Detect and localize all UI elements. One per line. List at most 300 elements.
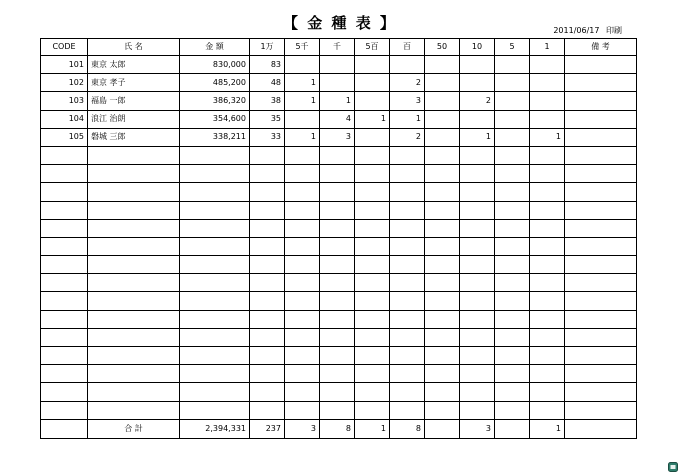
empty-cell [425,183,460,201]
cell-1000: 4 [320,110,355,128]
empty-cell [320,292,355,310]
empty-cell [565,256,637,274]
cell-1 [530,92,565,110]
cell-name: 東京 太郎 [88,56,180,74]
empty-cell [41,237,88,255]
empty-cell [250,165,285,183]
empty-cell [250,347,285,365]
cell-50 [425,74,460,92]
empty-cell [565,383,637,401]
cell-1 [530,74,565,92]
empty-cell [355,328,390,346]
empty-cell [88,256,180,274]
cell-5 [495,74,530,92]
empty-cell [320,165,355,183]
empty-cell [495,347,530,365]
empty-cell [285,347,320,365]
empty-cell [460,292,495,310]
empty-cell [390,365,425,383]
cell-code: 104 [41,110,88,128]
empty-cell [180,219,250,237]
empty-cell [88,183,180,201]
empty-cell [250,274,285,292]
empty-cell [425,401,460,419]
cell-100: 1 [390,110,425,128]
cell-10000: 83 [250,56,285,74]
total-note [565,419,637,438]
empty-cell [41,183,88,201]
empty-cell [320,383,355,401]
empty-cell [41,328,88,346]
empty-cell [180,237,250,255]
empty-cell [460,237,495,255]
empty-cell [425,165,460,183]
cell-500 [355,128,390,146]
cell-100: 2 [390,74,425,92]
empty-cell [390,201,425,219]
empty-cell [250,292,285,310]
empty-cell [41,310,88,328]
empty-row [41,183,637,201]
cell-500 [355,92,390,110]
empty-cell [460,183,495,201]
empty-row [41,274,637,292]
empty-cell [88,274,180,292]
empty-cell [285,383,320,401]
empty-cell [41,165,88,183]
cell-code: 101 [41,56,88,74]
empty-cell [320,328,355,346]
empty-cell [425,237,460,255]
empty-cell [390,219,425,237]
empty-cell [180,183,250,201]
empty-cell [530,237,565,255]
cell-500 [355,56,390,74]
empty-cell [355,256,390,274]
cell-5000: 1 [285,92,320,110]
empty-cell [495,165,530,183]
empty-cell [88,201,180,219]
empty-cell [425,219,460,237]
empty-cell [88,328,180,346]
empty-cell [41,146,88,164]
print-date-line [549,25,622,36]
empty-cell [495,146,530,164]
empty-cell [41,347,88,365]
empty-cell [390,401,425,419]
empty-cell [180,165,250,183]
empty-cell [88,347,180,365]
empty-cell [250,328,285,346]
cell-amount: 386,320 [180,92,250,110]
col-header-5000: 5千 [285,39,320,56]
empty-cell [285,219,320,237]
cell-1000 [320,74,355,92]
empty-cell [530,347,565,365]
empty-cell [390,183,425,201]
empty-cell [565,347,637,365]
empty-cell [565,237,637,255]
empty-cell [355,383,390,401]
empty-cell [460,165,495,183]
empty-row [41,237,637,255]
empty-cell [41,365,88,383]
cell-note [565,128,637,146]
cell-50 [425,110,460,128]
empty-cell [530,383,565,401]
empty-cell [355,401,390,419]
cell-10 [460,56,495,74]
empty-cell [425,310,460,328]
empty-cell [180,310,250,328]
empty-cell [355,165,390,183]
table-row [41,92,637,110]
empty-cell [530,219,565,237]
print-label: 印刷 [606,26,622,35]
col-header-1000: 千 [320,39,355,56]
empty-cell [180,401,250,419]
empty-cell [495,201,530,219]
empty-cell [460,201,495,219]
cell-5000: 1 [285,128,320,146]
empty-cell [180,347,250,365]
empty-cell [285,165,320,183]
empty-cell [88,310,180,328]
empty-cell [41,274,88,292]
cell-1 [530,110,565,128]
empty-cell [390,328,425,346]
table-row [41,128,637,146]
total-10000: 237 [250,419,285,438]
total-5 [495,419,530,438]
col-header-amount: 金 額 [180,39,250,56]
empty-cell [285,274,320,292]
cell-code: 102 [41,74,88,92]
empty-cell [88,237,180,255]
empty-cell [530,328,565,346]
empty-cell [180,365,250,383]
cell-500 [355,74,390,92]
cell-100: 2 [390,128,425,146]
cell-5000: 1 [285,74,320,92]
empty-cell [355,219,390,237]
empty-cell [495,237,530,255]
cell-amount: 830,000 [180,56,250,74]
empty-cell [390,146,425,164]
empty-cell [250,256,285,274]
empty-cell [460,347,495,365]
total-100: 8 [390,419,425,438]
empty-cell [285,365,320,383]
empty-row [41,328,637,346]
cell-50 [425,128,460,146]
empty-cell [355,310,390,328]
empty-cell [320,310,355,328]
cell-10: 1 [460,128,495,146]
empty-cell [530,401,565,419]
total-10: 3 [460,419,495,438]
empty-cell [285,183,320,201]
empty-cell [88,383,180,401]
empty-cell [320,347,355,365]
col-header-5: 5 [495,39,530,56]
cell-5 [495,128,530,146]
empty-cell [180,256,250,274]
empty-cell [285,201,320,219]
empty-cell [530,256,565,274]
col-header-50: 50 [425,39,460,56]
empty-cell [88,401,180,419]
empty-cell [425,146,460,164]
empty-cell [425,256,460,274]
empty-cell [495,401,530,419]
empty-cell [285,401,320,419]
empty-row [41,165,637,183]
empty-cell [530,292,565,310]
cell-name: 浪江 治朗 [88,110,180,128]
cell-500: 1 [355,110,390,128]
empty-cell [425,328,460,346]
col-header-note: 備 考 [565,39,637,56]
empty-cell [88,146,180,164]
empty-cell [495,310,530,328]
cell-1000: 3 [320,128,355,146]
empty-cell [565,201,637,219]
empty-row [41,347,637,365]
cell-code: 105 [41,128,88,146]
empty-cell [250,146,285,164]
empty-cell [390,292,425,310]
empty-row [41,256,637,274]
empty-cell [530,274,565,292]
col-header-code: CODE [41,39,88,56]
empty-row [41,310,637,328]
empty-cell [355,274,390,292]
header-row [41,39,637,56]
empty-cell [460,256,495,274]
empty-cell [285,310,320,328]
empty-cell [495,383,530,401]
empty-cell [390,165,425,183]
col-header-500: 5百 [355,39,390,56]
cell-100 [390,56,425,74]
empty-cell [41,292,88,310]
document-title: 【 金 種 表 】 [283,14,397,32]
cell-10000: 35 [250,110,285,128]
empty-cell [565,146,637,164]
empty-cell [460,274,495,292]
empty-cell [425,274,460,292]
empty-cell [285,256,320,274]
empty-cell [320,237,355,255]
empty-cell [565,310,637,328]
empty-cell [285,146,320,164]
empty-cell [390,383,425,401]
empty-cell [250,183,285,201]
col-header-100: 百 [390,39,425,56]
cell-note [565,92,637,110]
empty-cell [250,310,285,328]
cell-note [565,110,637,128]
cell-10: 2 [460,92,495,110]
empty-cell [88,365,180,383]
empty-cell [495,256,530,274]
cell-note [565,56,637,74]
table-row [41,74,637,92]
empty-cell [180,146,250,164]
empty-cell [390,237,425,255]
empty-cell [460,219,495,237]
empty-cell [390,256,425,274]
empty-row [41,401,637,419]
empty-cell [425,201,460,219]
cell-amount: 354,600 [180,110,250,128]
empty-cell [565,219,637,237]
table-row [41,56,637,74]
empty-cell [495,292,530,310]
cell-name: 東京 孝子 [88,74,180,92]
cell-amount: 338,211 [180,128,250,146]
empty-cell [285,237,320,255]
total-cell-code [41,419,88,438]
empty-cell [425,347,460,365]
empty-cell [530,165,565,183]
empty-cell [565,274,637,292]
cell-5000 [285,56,320,74]
empty-cell [460,310,495,328]
empty-cell [460,328,495,346]
empty-row [41,365,637,383]
empty-row [41,201,637,219]
empty-cell [320,201,355,219]
cell-10000: 48 [250,74,285,92]
cell-100: 3 [390,92,425,110]
empty-cell [320,401,355,419]
empty-cell [320,256,355,274]
cell-name: 福島 一郎 [88,92,180,110]
empty-cell [355,347,390,365]
cell-5 [495,110,530,128]
empty-cell [565,183,637,201]
empty-cell [320,183,355,201]
empty-cell [355,292,390,310]
col-header-name: 氏 名 [88,39,180,56]
cell-10 [460,110,495,128]
empty-cell [285,292,320,310]
empty-cell [88,219,180,237]
empty-cell [250,401,285,419]
total-5000: 3 [285,419,320,438]
empty-cell [180,274,250,292]
cell-5 [495,56,530,74]
cell-note [565,74,637,92]
cell-code: 103 [41,92,88,110]
page-corner-icon[interactable] [668,462,678,472]
cell-1000: 1 [320,92,355,110]
cell-50 [425,56,460,74]
cell-10000: 33 [250,128,285,146]
print-date: 2011/06/17 [553,26,600,35]
empty-cell [250,201,285,219]
empty-cell [495,328,530,346]
empty-cell [460,365,495,383]
empty-cell [565,365,637,383]
cell-1: 1 [530,128,565,146]
empty-cell [390,274,425,292]
cell-1000 [320,56,355,74]
empty-cell [425,365,460,383]
total-1000: 8 [320,419,355,438]
empty-cell [88,165,180,183]
empty-row [41,383,637,401]
cell-10 [460,74,495,92]
total-row [41,419,637,438]
empty-cell [41,201,88,219]
empty-cell [180,201,250,219]
col-header-1: 1 [530,39,565,56]
col-header-10: 10 [460,39,495,56]
empty-cell [180,383,250,401]
empty-cell [355,201,390,219]
empty-cell [495,183,530,201]
empty-cell [320,274,355,292]
empty-cell [460,401,495,419]
empty-cell [320,365,355,383]
empty-cell [320,146,355,164]
empty-cell [425,292,460,310]
empty-cell [530,310,565,328]
empty-cell [390,347,425,365]
cell-1 [530,56,565,74]
empty-cell [530,183,565,201]
empty-cell [355,146,390,164]
total-50 [425,419,460,438]
empty-cell [565,292,637,310]
empty-cell [565,165,637,183]
empty-cell [320,219,355,237]
total-label: 合 計 [88,419,180,438]
total-500: 1 [355,419,390,438]
cell-name: 磐城 三郎 [88,128,180,146]
cell-5 [495,92,530,110]
empty-cell [495,274,530,292]
empty-cell [530,201,565,219]
empty-cell [425,383,460,401]
empty-cell [250,219,285,237]
empty-cell [41,256,88,274]
empty-cell [41,401,88,419]
cell-10000: 38 [250,92,285,110]
empty-cell [355,237,390,255]
empty-cell [355,365,390,383]
total-1: 1 [530,419,565,438]
empty-row [41,219,637,237]
empty-cell [530,146,565,164]
empty-row [41,146,637,164]
total-amount: 2,394,331 [180,419,250,438]
empty-cell [41,383,88,401]
empty-cell [460,146,495,164]
empty-cell [460,383,495,401]
cell-5000 [285,110,320,128]
empty-cell [390,310,425,328]
cell-amount: 485,200 [180,74,250,92]
empty-cell [41,219,88,237]
money-denomination-table [40,38,637,439]
empty-cell [495,219,530,237]
empty-cell [495,365,530,383]
empty-cell [250,365,285,383]
